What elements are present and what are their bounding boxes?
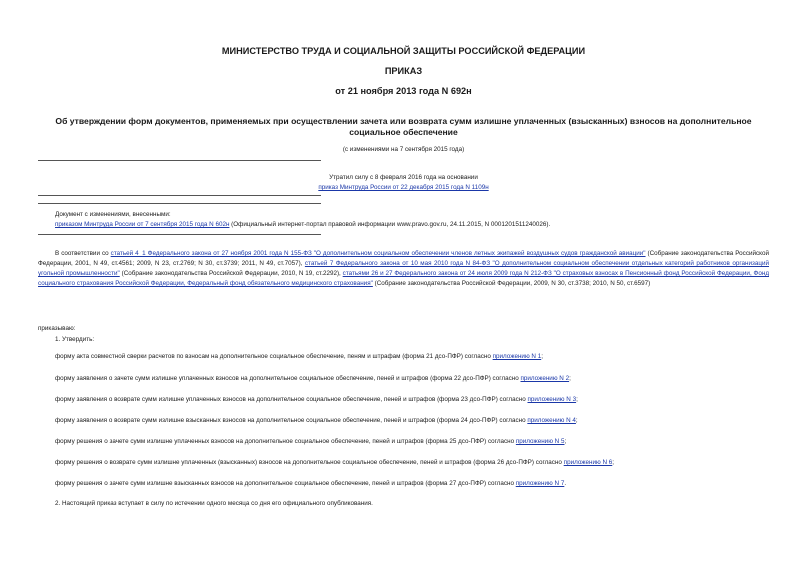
divider — [38, 203, 321, 204]
form-item-end: ; — [612, 459, 615, 466]
form-item-4 — [55, 417, 578, 424]
law-link-212fz[interactable]: статьями 26 и 27 Федерального закона от 24 июля 2009 года N 212-ФЗ "О страховых взносах в Пенсионный фонд Российской Федерации, Фонд социального страхования Российской Федерации, Федеральный фонд обязательного медицинского страхования" — [38, 270, 769, 287]
amendments-line — [55, 220, 550, 230]
preamble-text: (Собрание законодательства Российской Федерации, 2009, N 30, ст.3738; 2010, N 50, ст.6597) — [372, 280, 651, 287]
item-1-approve: 1. Утвердить: — [55, 336, 95, 343]
preamble-text: (Собрание законодательства Российской Федерации, 2010, N 19, ст.2292), — [119, 270, 343, 277]
appendix-link-3[interactable]: приложению N 3 — [527, 396, 577, 403]
doc-title-line2: социальное обеспечение — [349, 127, 458, 137]
doc-title-line1: Об утверждении форм документов, применяемых при осуществлении зачета или возврата сумм излишне уплаченных (взысканных) взносов на дополнительное — [55, 116, 752, 126]
form-item-end: ; — [564, 438, 567, 445]
form-item-text: форму решения о возврате сумм излишне уплаченных (взысканных) взносов на дополнительное социальное обеспечение, пеней и штрафов (форма 26 дсо-ПФР) согласно — [55, 459, 564, 466]
expired-link[interactable]: приказ Минтруда России от 22 декабря 2015 года N 1109н — [318, 184, 489, 191]
appendix-link-4[interactable]: приложению N 4 — [527, 417, 576, 424]
amendments-label: Документ с изменениями, внесенными: — [55, 211, 171, 218]
form-item-text: форму заявления о возврате сумм излишне взысканных взносов на дополнительное социальное обеспечение, пеней и штрафов (форма 24 дсо-ПФР) согласно — [55, 417, 528, 424]
preamble-text: В соответствии со — [55, 250, 111, 257]
form-item-1 — [55, 353, 543, 360]
divider — [38, 195, 321, 196]
form-item-end: ; — [576, 396, 578, 403]
form-item-text: форму решения о зачете сумм излишне уплаченных взносов на дополнительное социальное обеспечение, пеней и штрафов (форма 25 дсо-ПФР) согласно — [55, 438, 516, 445]
form-item-2 — [55, 375, 571, 382]
amended-note: (с изменениями на 7 сентября 2015 года) — [342, 146, 465, 153]
form-item-3 — [55, 396, 578, 403]
form-item-7 — [55, 480, 566, 487]
form-item-text: форму решения о зачете сумм излишне взысканных взносов на дополнительное социальное обеспечение, пеней и штрафов (форма 27 дсо-ПФР) согласно — [55, 480, 516, 487]
form-item-end: . — [564, 480, 567, 487]
item-2-effective: 2. Настоящий приказ вступает в силу по истечении одного месяца со дня его официального опубликования. — [55, 500, 373, 507]
divider — [38, 234, 321, 235]
form-item-5 — [55, 438, 566, 445]
form-item-text: форму акта совместной сверки расчетов по взносам на дополнительное социальное обеспечение, пеням и штрафам (форма 21 дсо-ПФР) согласно — [55, 353, 493, 360]
appendix-link-1[interactable]: приложению N 1 — [492, 353, 542, 360]
law-link-155fz[interactable]: статьей 4_1 Федерального закона от 27 ноября 2001 года N 155-ФЗ "О дополнительном социальном обеспечении членов летных экипажей воздушных судов гражданской авиации" — [110, 250, 646, 257]
preamble-text: (Собрание законодательства Российской Федерации, 2001, N 49, ст.4561; 2009, N 23, ст.2769; N 30, ст.3739; 2011, N 49, ст.7057), — [38, 250, 769, 267]
amendment-link[interactable]: приказом Минтруда России от 7 сентября 2015 года N 602н — [55, 221, 230, 228]
order-word: приказываю: — [38, 325, 76, 332]
expired-link-row — [0, 183, 807, 193]
form-item-text: форму заявления о зачете сумм излишне уплаченных взносов на дополнительное социальное обеспечение, пеней и штрафов (форма 22 дсо-ПФР) согласно — [55, 375, 521, 382]
form-item-6 — [55, 459, 614, 466]
divider — [38, 160, 321, 161]
appendix-link-6[interactable]: приложению N 6 — [563, 459, 613, 466]
appendix-link-7[interactable]: приложению N 7 — [515, 480, 565, 487]
ministry-heading: МИНИСТЕРСТВО ТРУДА И СОЦИАЛЬНОЙ ЗАЩИТЫ РОССИЙСКОЙ ФЕДЕРАЦИИ — [221, 46, 586, 56]
amendment-source: (Официальный интернет-портал правовой информации www.pravo.gov.ru, 24.11.2015, N 0001201511240026). — [229, 221, 551, 228]
form-item-end: ; — [575, 417, 578, 424]
appendix-link-2[interactable]: приложению N 2 — [520, 375, 570, 382]
form-item-end: ; — [569, 375, 571, 382]
doc-type-heading: ПРИКАЗ — [384, 66, 423, 76]
doc-date-heading: от 21 ноября 2013 года N 692н — [335, 86, 472, 96]
form-item-text: форму заявления о возврате сумм излишне уплаченных взносов на дополнительное социальное обеспечение, пеней и штрафов (форма 23 дсо-ПФР) согласно — [55, 396, 528, 403]
expired-note: Утратил силу с 8 февраля 2016 года на основании — [329, 174, 478, 181]
law-link-84fz[interactable]: статьей 7 Федерального закона от 10 мая 2010 года N 84-ФЗ "О дополнительном социальном обеспечении отдельных категорий работников организаций угольной промышленности" — [38, 260, 770, 277]
preamble-paragraph — [38, 249, 769, 289]
appendix-link-5[interactable]: приложению N 5 — [515, 438, 565, 445]
form-item-end: ; — [541, 353, 543, 360]
